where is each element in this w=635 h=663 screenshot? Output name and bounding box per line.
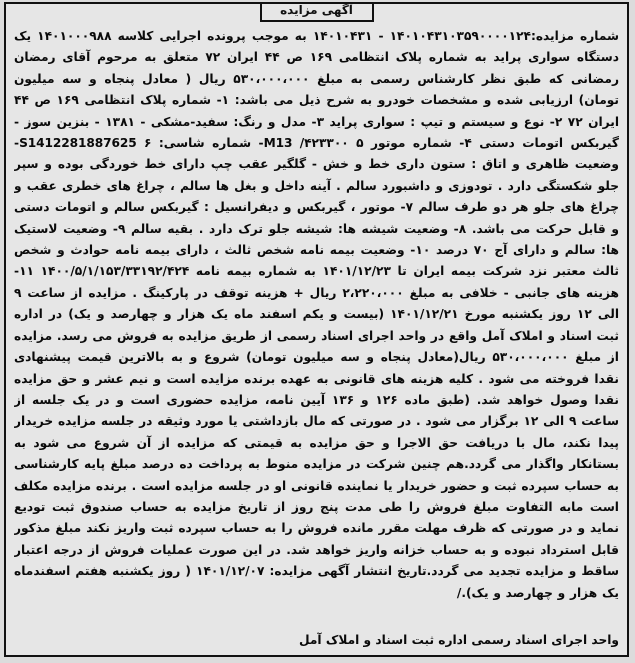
notice-body: شماره مزایده:۱۴۰۱۰۴۳۱۰۳۵۹۰۰۰۰۱۲۴ - ۱۴۰۱۰۴۳۱ به موجب پرونده اجرایی کلاسه ۱۴۰۱۰۰۰۹۸۸ یک دستگاه سواری پراید به شماره پلاک انتظامی ۱۶۹ ص ۴۴ ایران ۷۲ متعلق به مرحوم آقای رمضان رمضانی که طبق نظر کارشناس رسمی به مبلغ ۵۳۰،۰۰۰،۰۰۰ ریال ( معادل پنجاه و سه میلیون تومان) ارزیابی شده و مشخصات خودرو به شرح ذیل می باشد: ۱- شماره پلاک انتظامی ۱۶۹ ص ۴۴ ایران ۷۲ ۲- نوع و سیستم و تیپ : سواری پراید ۳- مدل و رنگ: سفید-مشکی - ۱۳۸۱ - بنزین سوز - گیربکس اتومات دستی ۴- شماره موتور M13 /۴۲۳۳۰۰ ۵- شماره شاسی: S1412281887625 ۶- وضعیت ظاهری و اتاق : ستون داری خط و خش - گلگیر عقب چپ دارای خط خوردگی بوده و سپر جلو شکستگی دارد . تودوزی و داشبورد سالم . آینه داخل و بغل ها سالم ، چراغ های خطری عقب و چراغ های جلو هر دو طرف سالم ۷- موتور ، گیربکس و دیفرانسیل : گیربکس سالم و اتومات دستی و قابل حرکت می باشد. ۸- وضعیت شیشه ها: شیشه جلو ترک دارد . بقیه سالم ۹- وضعیت لاستیک ها: سالم و دارای آج ۷۰ درصد ۱۰- وضعیت بیمه نامه شخص ثالث ، دارای بیمه نامه حوادث و شخص ثالث معتبر نزد شرکت بیمه ایران تا ۱۴۰۱/۱۲/۲۳ به شماره بیمه نامه ۱۴۰۰/۵/۱/۱۵۳/۳۳۱۹۲/۴۲۴ ۱۱- هزینه های جانبی - خلافی به مبلغ ۲،۲۲۰،۰۰۰ ریال + هزینه توقف در پارکینگ . مزایده از ساعت ۹ الی ۱۲ روز یکشنبه مورخ ۱۴۰۱/۱۲/۲۱ (بیست و یکم اسفند ماه یک هزار و چهارصد و یک) در اداره ثبت اسناد و املاک آمل واقع در واحد اجرای اسناد رسمی از طریق مزایده به فروش می رسد. مزایده از مبلغ ۵۳۰،۰۰۰،۰۰۰ ریال(معادل پنجاه و سه میلیون تومان) شروع و به بالاترین قیمت پیشنهادی نقدا فروخته می شود . کلیه هزینه های قانونی به عهده برنده مزایده است و نیم عشر و حق مزایده نقدا وصول خواهد شد. (طبق ماده ۱۲۶ و ۱۳۶ آیین نامه، مزایده حضوری است و در یک جلسه از ساعت ۹ الی ۱۲ برگزار می شود . در صورتی که مال بازداشتی یا مورد وثیقه در جلسه مزایده خریدار پیدا نکند، مال با دریافت حق الاجرا و حق مزایده به قیمتی که مزایده از آن شروع می شود به بستانکار واگذار می گردد.هم چنین شرکت در مزایده منوط به پرداخت ده درصد مبلغ پایه کارشناسی به حساب سپرده ثبت و حضور خریدار یا نماینده قانونی او در جلسه مزایده است . برنده مزایده مکلف است مابه التفاوت مبلغ فروش را طی مدت پنج روز از تاریخ مزایده به حساب صندوق ثبت تودیع نماید و در صورتی که ظرف مهلت مقرر مانده فروش را به حساب سپرده ثبت واریز نکند مبلغ مذکور قابل استرداد نبوده و به حساب خزانه واریز خواهد شد. در این صورت عملیات فروش از درجه اعتبار ساقط و مزایده تجدید می گردد.تاریخ انتشار آگهی مزایده: ۱۴۰۱/۱۲/۰۷ ( روز یکشنبه هفتم اسفندماه یک هزار و چهارصد و یک)./: [14, 29, 619, 600]
notice-title: آگهی مزایده: [260, 2, 374, 22]
auction-notice: [4, 2, 629, 657]
notice-signature: واحد اجرای اسناد رسمی اداره ثبت اسناد و املاک آمل: [299, 633, 619, 647]
